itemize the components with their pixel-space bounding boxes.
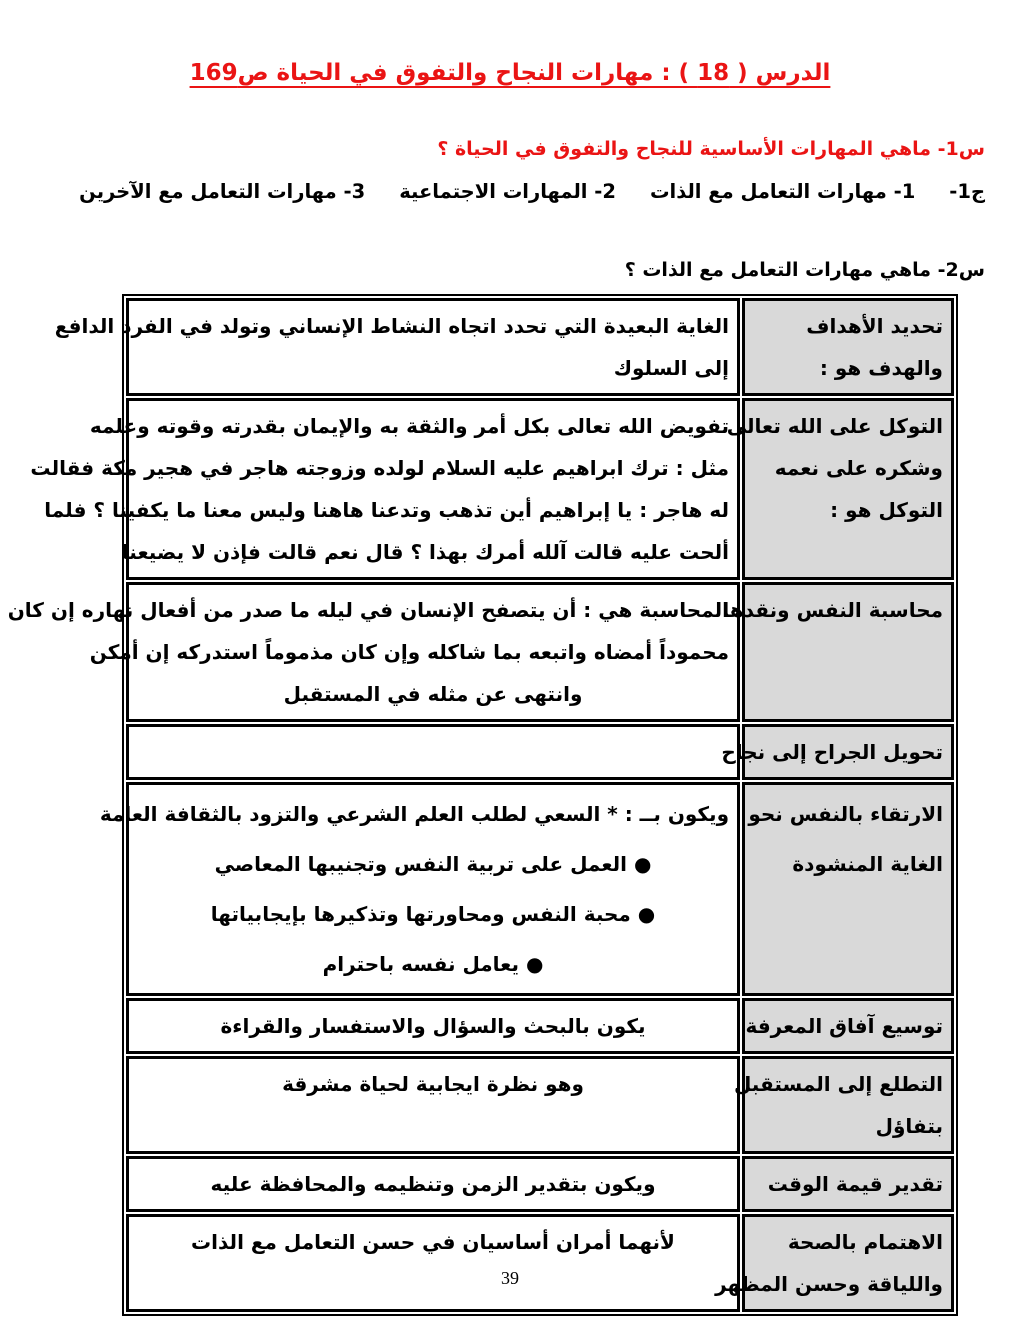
skill-name-line: تحويل الجراح إلى نجاح xyxy=(721,740,943,764)
table-row xyxy=(126,1056,954,1154)
skill-detail-line: تفويض الله تعالى بكل أمر والثقة به والإيمان بقدرته وقوته وعلمه xyxy=(89,414,729,438)
skill-name-cell xyxy=(733,1056,954,1154)
table-row xyxy=(126,724,954,780)
skill-detail-line: المحاسبة هي : أن يتصفح الإنسان في ليله ما صدر من أفعال نهاره إن كان xyxy=(7,598,729,622)
skill-detail-line: ويكون بتقدير الزمن وتنظيمه والمحافظة عليه xyxy=(210,1172,656,1196)
answer-1-prefix: ج1- xyxy=(949,180,985,203)
skill-detail-line: الغاية البعيدة التي تحدد اتجاه النشاط الإنساني وتولد في الفرد الدافع xyxy=(54,314,729,338)
skill-detail-line: مثل : ترك ابراهيم عليه السلام لولده وزوجته هاجر في هجير مكة فقالت xyxy=(30,456,729,480)
skill-detail-line: ● العمل على تربية النفس وتجنيبها المعاصي xyxy=(214,852,652,876)
skill-detail-cell xyxy=(126,1056,740,1154)
answer-1-item: 2- المهارات الاجتماعية xyxy=(399,180,616,203)
table-row xyxy=(126,1156,954,1212)
lesson-title-text: الدرس ( 18 ) : مهارات النجاح والتفوق في الحياة ص169 xyxy=(189,60,831,86)
skill-name-line: والهدف هو : xyxy=(819,356,943,380)
skill-name-line: الارتقاء بالنفس نحو xyxy=(748,802,943,826)
skill-detail-line: محموداً أمضاه واتبعه بما شاكله وإن كان مذموماً استدركه إن أمكن xyxy=(89,640,729,664)
skill-detail-line: ألحت عليه قالت آلله أمرك بهذا ؟ قال نعم قالت فإذن لا يضيعنا xyxy=(121,540,729,564)
skill-name-line: وشكره على نعمه xyxy=(774,456,943,480)
table-row xyxy=(126,298,954,396)
skill-detail-cell xyxy=(99,782,740,996)
question-2: س2- ماهي مهارات التعامل مع الذات ؟ xyxy=(624,259,985,281)
skill-detail-cell xyxy=(7,582,740,722)
skill-name-cell xyxy=(721,724,954,780)
skill-name-line: التوكل على الله تعالى xyxy=(726,414,943,438)
skill-detail-cell xyxy=(126,998,740,1054)
worksheet-table-body xyxy=(7,298,954,1312)
worksheet-table xyxy=(7,294,958,1316)
skill-name-cell xyxy=(726,398,954,580)
skill-name-line: التوكل هو : xyxy=(830,498,943,522)
skill-detail-line: إلى السلوك xyxy=(613,356,729,380)
skill-name-cell xyxy=(722,582,954,722)
skill-name-cell xyxy=(742,998,954,1054)
skill-name-line: بتفاؤل xyxy=(875,1114,943,1138)
skill-detail-line: وهو نظرة ايجابية لحياة مشرقة xyxy=(282,1072,584,1096)
skill-name-cell xyxy=(742,782,954,996)
page-number: 39 xyxy=(501,1268,519,1288)
answer-1-item: 1- مهارات التعامل مع الذات xyxy=(649,180,916,203)
skill-name-line: التطلع إلى المستقبل xyxy=(733,1072,943,1096)
skill-detail-line: ● محبة النفس ومحاورتها وتذكيرها بإيجابياتها xyxy=(210,902,656,926)
skill-detail-line: ● يعامل نفسه باحترام xyxy=(322,952,544,976)
skill-name-line: واللياقة وحسن المظهر xyxy=(715,1272,943,1296)
skill-name-line: توسيع آفاق المعرفة xyxy=(745,1014,943,1038)
question-1: س1- ماهي المهارات الأساسية للنجاح والتفوق في الحياة ؟ xyxy=(437,138,985,160)
table-row xyxy=(126,582,954,722)
table-row xyxy=(126,782,954,996)
skill-name-line: محاسبة النفس ونقدها xyxy=(722,598,943,622)
table-row xyxy=(126,398,954,580)
skill-detail-line: له هاجر : يا إبراهيم أين تذهب وتدعنا هاهنا وليس معنا ما يكفينا ؟ فلما xyxy=(44,498,729,522)
skill-detail-cell xyxy=(126,1156,740,1212)
skill-name-cell xyxy=(742,298,954,396)
table-row xyxy=(126,998,954,1054)
table-row xyxy=(126,1214,954,1312)
skill-detail-line: ويكون بــ : * السعي لطلب العلم الشرعي والتزود بالثقافة العامة xyxy=(99,802,729,826)
skill-detail-line: وانتهى عن مثله في المستقبل xyxy=(283,682,583,706)
skill-name-line: الغاية المنشودة xyxy=(792,852,943,876)
skill-detail-line: يكون بالبحث والسؤال والاستفسار والقراءة xyxy=(220,1014,646,1038)
skill-name-line: تقدير قيمة الوقت xyxy=(767,1172,943,1196)
answer-1 xyxy=(0,180,985,203)
skill-detail-line: لأنهما أمران أساسيان في حسن التعامل مع الذات xyxy=(191,1230,675,1254)
answer-1-item: 3- مهارات التعامل مع الآخرين xyxy=(79,180,366,203)
skill-detail-cell xyxy=(54,298,740,396)
lesson-title xyxy=(0,0,1020,86)
skill-name-line: الاهتمام بالصحة xyxy=(787,1230,943,1254)
skill-name-cell xyxy=(742,1156,954,1212)
skill-name-cell xyxy=(715,1214,954,1312)
skill-detail-cell xyxy=(126,1214,740,1312)
skill-detail-cell xyxy=(30,398,740,580)
skill-detail-cell xyxy=(126,724,740,780)
skill-name-line: تحديد الأهداف xyxy=(806,314,943,338)
